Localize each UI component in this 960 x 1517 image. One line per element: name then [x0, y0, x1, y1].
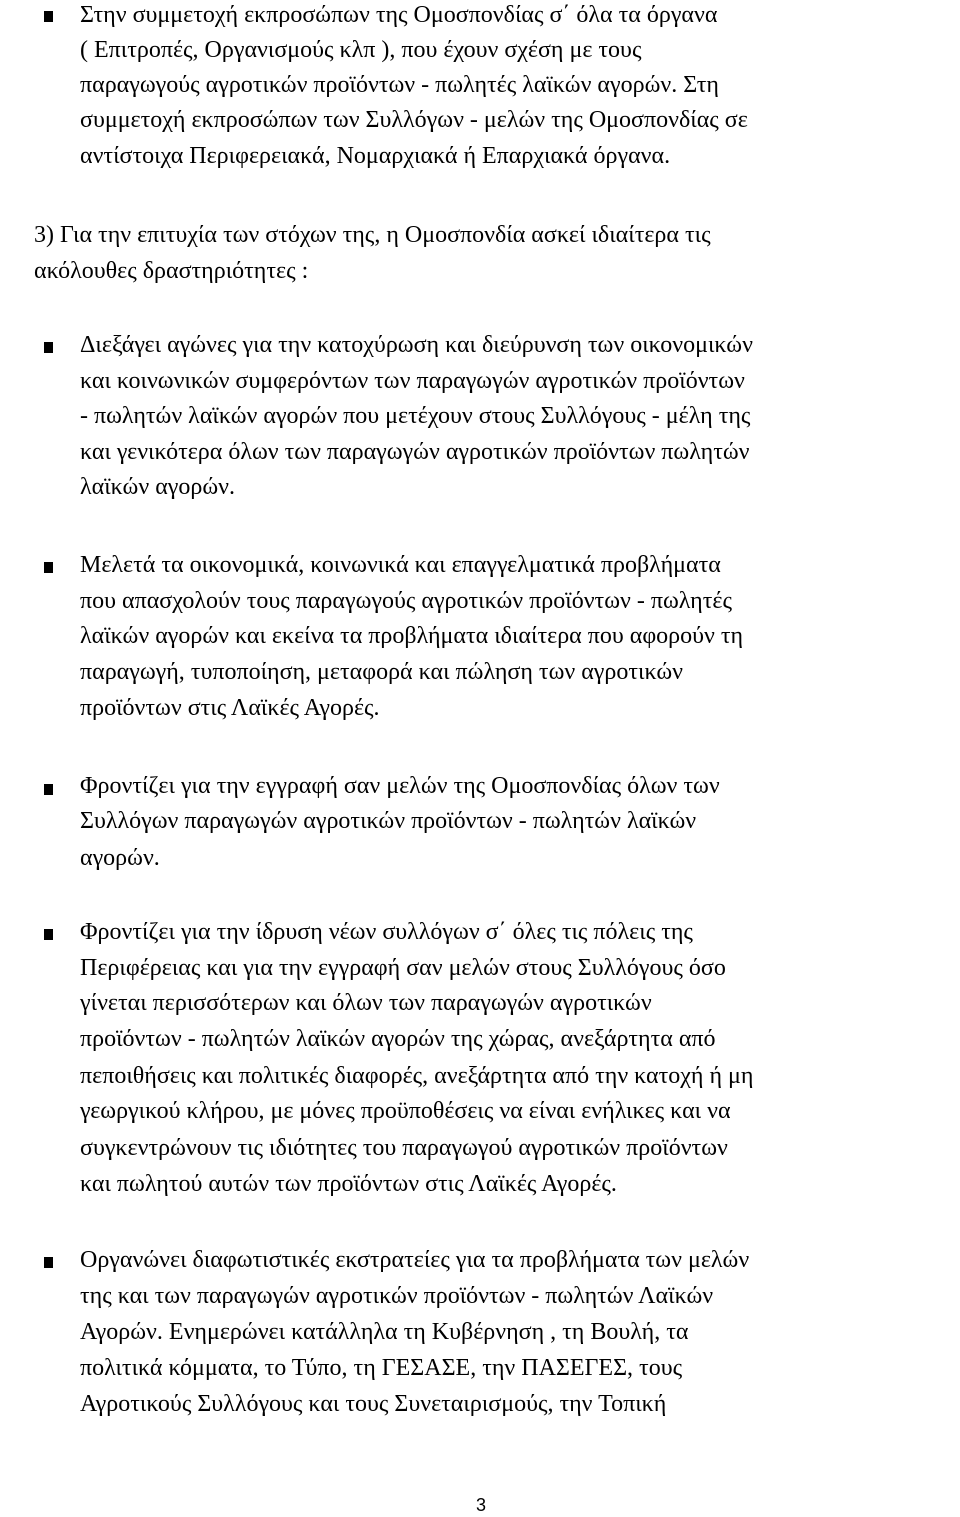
text-line: Αγροτικούς Συλλόγους και τους Συνεταιρισμούς, την Τοπική [80, 1391, 667, 1417]
text-line: που απασχολούν τους παραγωγούς αγροτικών προϊόντων - πωλητές [80, 588, 732, 614]
text-line: λαϊκών αγορών. [80, 474, 236, 500]
text-line: γίνεται περισσότερων και όλων των παραγωγών αγροτικών [80, 990, 652, 1016]
text-line: γεωργικού κλήρου, με μόνες προϋποθέσεις να είναι ενήλικες και να [80, 1098, 731, 1124]
text-line: Στην συμμετοχή εκπροσώπων της Ομοσπονδίας σ΄ όλα τα όργανα [80, 2, 718, 28]
text-line: ( Επιτροπές, Οργανισμούς κλπ ), που έχουν σχέση με τους [80, 37, 642, 63]
text-line: παραγωγούς αγροτικών προϊόντων - πωλητές λαϊκών αγορών. Στη [80, 72, 719, 98]
text-line: παραγωγή, τυποποίηση, μεταφορά και πώληση των αγροτικών [80, 659, 683, 685]
text-line: Αγορών. Ενημερώνει κατάλληλα τη Κυβέρνηση , τη Βουλή, τα [80, 1319, 689, 1345]
text-line: συγκεντρώνουν τις ιδιότητες του παραγωγού αγροτικών προϊόντων [80, 1135, 728, 1161]
bullet-square-icon [44, 11, 53, 22]
bullet-square-icon [44, 929, 53, 940]
text-line: προϊόντων στις Λαϊκές Αγορές. [80, 695, 380, 721]
text-line: και πωλητού αυτών των προϊόντων στις Λαϊκές Αγορές. [80, 1171, 617, 1197]
text-line: πολιτικά κόμματα, το Τύπο, τη ΓΕΣΑΣΕ, την ΠΑΣΕΓΕΣ, τους [80, 1355, 683, 1381]
page-number: 3 [476, 1495, 487, 1515]
text-line: - πωλητών λαϊκών αγορών που μετέχουν στους Συλλόγους - μέλη της [80, 403, 751, 429]
text-line: της και των παραγωγών αγροτικών προϊόντων - πωλητών Λαϊκών [80, 1283, 714, 1309]
text-line: και κοινωνικών συμφερόντων των παραγωγών αγροτικών προϊόντων [80, 368, 745, 394]
text-line: Οργανώνει διαφωτιστικές εκστρατείες για τα προβλήματα των μελών [80, 1247, 750, 1273]
bullet-square-icon [44, 1257, 53, 1268]
text-line: Φροντίζει για την εγγραφή σαν μελών της Ομοσπονδίας όλων των [80, 773, 720, 799]
bullet-square-icon [44, 342, 53, 353]
text-line: αγορών. [80, 845, 160, 871]
section-heading-line: 3) Για την επιτυχία των στόχων της, η Ομοσπονδία ασκεί ιδιαίτερα τις [34, 222, 711, 248]
text-line: λαϊκών αγορών και εκείνα τα προβλήματα ιδιαίτερα που αφορούν τη [80, 623, 744, 649]
text-line: Συλλόγων παραγωγών αγροτικών προϊόντων - πωλητών λαϊκών [80, 808, 697, 834]
text-line: Περιφέρειας και για την εγγραφή σαν μελών στους Συλλόγους όσο [80, 955, 726, 981]
text-line: προϊόντων - πωλητών λαϊκών αγορών της χώρας, ανεξάρτητα από [80, 1026, 716, 1052]
text-line: συμμετοχή εκπροσώπων των Συλλόγων - μελών της Ομοσπονδίας σε [80, 107, 748, 133]
text-line: Μελετά τα οικονομικά, κοινωνικά και επαγγελματικά προβλήματα [80, 552, 721, 578]
bullet-square-icon [44, 562, 53, 573]
bullet-square-icon [44, 784, 53, 795]
text-line: Φροντίζει για την ίδρυση νέων συλλόγων σ΄ όλες τις πόλεις της [80, 919, 693, 945]
text-line: αντίστοιχα Περιφερειακά, Νομαρχιακά ή Επαρχιακά όργανα. [80, 143, 671, 169]
text-line: πεποιθήσεις και πολιτικές διαφορές, ανεξάρτητα από την κατοχή ή μη [80, 1063, 754, 1089]
section-heading-line: ακόλουθες δραστηριότητες : [34, 258, 309, 284]
text-line: και γενικότερα όλων των παραγωγών αγροτικών προϊόντων πωλητών [80, 439, 750, 465]
text-line: Διεξάγει αγώνες για την κατοχύρωση και διεύρυνση των οικονομικών [80, 332, 753, 358]
